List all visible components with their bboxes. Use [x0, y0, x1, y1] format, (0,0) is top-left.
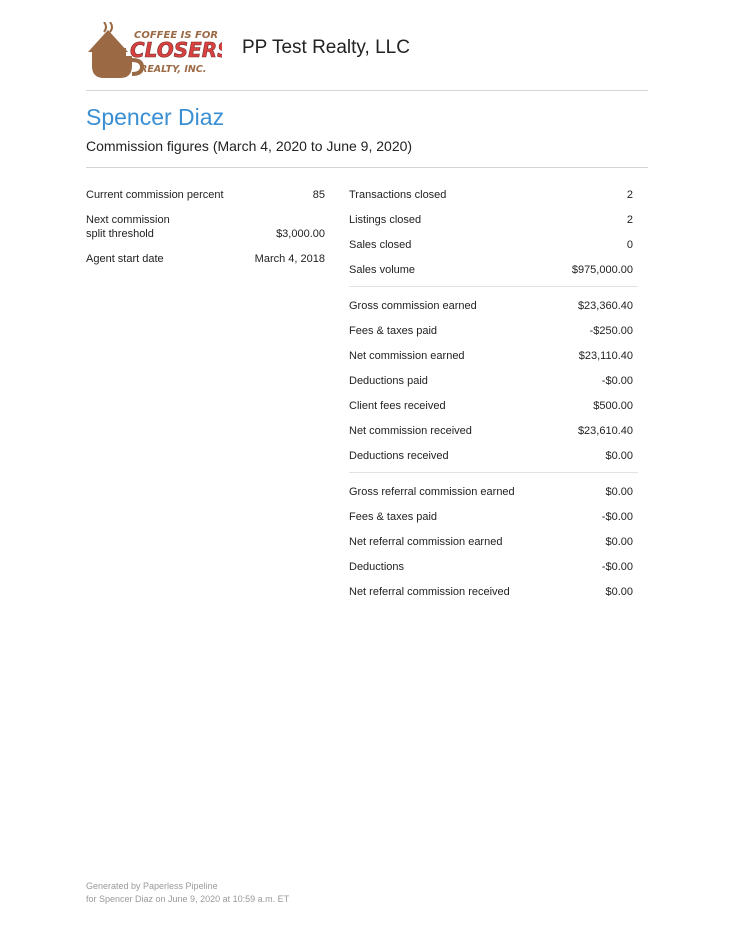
- figure-row: [349, 374, 633, 388]
- figure-row: [349, 449, 633, 463]
- figure-value: -$0.00: [601, 511, 633, 523]
- figure-row: [349, 535, 633, 549]
- figure-value: $0.00: [605, 450, 633, 462]
- agent-info-section: [86, 188, 325, 277]
- figure-value: $500.00: [593, 400, 633, 412]
- figure-row: [349, 510, 633, 524]
- figure-label: Net commission received: [349, 425, 472, 437]
- figure-value: $0.00: [605, 536, 633, 548]
- figure-label: Gross referral commission earned: [349, 486, 515, 498]
- figure-label: Deductions paid: [349, 375, 428, 387]
- figure-row: [349, 399, 633, 413]
- figure-value: -$0.00: [601, 375, 633, 387]
- figure-label: Listings closed: [349, 214, 422, 226]
- figure-value: 2: [626, 214, 633, 226]
- agent-name: Spencer Diaz: [86, 104, 225, 130]
- figure-value: 0: [626, 239, 633, 251]
- figure-value: $975,000.00: [571, 264, 633, 276]
- figure-row: [349, 485, 633, 499]
- figure-value: $23,360.40: [577, 300, 633, 312]
- figure-value: $23,110.40: [578, 350, 633, 362]
- figure-label: Deductions: [349, 561, 405, 573]
- company-logo: [86, 22, 222, 80]
- footer-line: for Spencer Diaz on June 9, 2020 at 10:59 a.m. ET: [86, 894, 290, 904]
- svg-text:CLOSERS: CLOSERS: [130, 38, 222, 62]
- figure-row: [349, 238, 633, 252]
- figure-row: [349, 349, 633, 363]
- figure-label: Gross commission earned: [349, 300, 477, 312]
- info-value: March 4, 2018: [254, 253, 325, 265]
- info-label: Current commission percent: [86, 189, 224, 201]
- figure-value: -$250.00: [589, 325, 633, 337]
- figure-label: Fees & taxes paid: [349, 511, 438, 523]
- figure-row: [349, 263, 633, 277]
- figure-label: Transactions closed: [349, 189, 447, 201]
- figure-row: [349, 324, 633, 338]
- figure-label: Client fees received: [349, 400, 446, 412]
- figure-label: Net commission earned: [349, 350, 465, 362]
- figure-label: Sales volume: [349, 264, 416, 276]
- report-subtitle: Commission figures (March 4, 2020 to June 9, 2020): [86, 138, 413, 154]
- figure-value: -$0.00: [601, 561, 633, 573]
- info-label: Agent start date: [86, 253, 164, 265]
- figure-row: [349, 213, 633, 227]
- info-label: Next commission split threshold: [86, 214, 170, 240]
- figure-value: $23,610.40: [577, 425, 633, 437]
- figure-row: [349, 299, 633, 313]
- svg-text:COFFEE IS FOR: COFFEE IS FOR: [134, 30, 219, 41]
- figures-section: [349, 188, 633, 610]
- divider: [349, 472, 638, 473]
- divider: [349, 286, 638, 287]
- info-row: [86, 213, 325, 241]
- company-name: PP Test Realty, LLC: [242, 37, 410, 58]
- figure-value: $0.00: [605, 486, 633, 498]
- page-footer: [86, 880, 289, 906]
- figure-label: Net referral commission earned: [349, 536, 503, 548]
- figure-label: Fees & taxes paid: [349, 325, 438, 337]
- figure-label: Sales closed: [349, 239, 412, 251]
- figure-label: Net referral commission received: [349, 586, 510, 598]
- divider: [86, 167, 648, 168]
- page-header: [86, 20, 648, 91]
- info-value: 85: [312, 189, 325, 201]
- info-value: $3,000.00: [276, 228, 325, 240]
- figure-label: Deductions received: [349, 450, 449, 462]
- figure-row: [349, 585, 633, 599]
- figure-row: [349, 188, 633, 202]
- info-row: [86, 188, 325, 202]
- svg-text:REALTY, INC.: REALTY, INC.: [140, 64, 207, 75]
- house-mug-icon: [86, 22, 222, 80]
- figure-row: [349, 424, 633, 438]
- figure-value: 2: [626, 189, 633, 201]
- footer-line: Generated by Paperless Pipeline: [86, 881, 218, 891]
- figure-row: [349, 560, 633, 574]
- figure-value: $0.00: [605, 586, 633, 598]
- info-row: [86, 252, 325, 266]
